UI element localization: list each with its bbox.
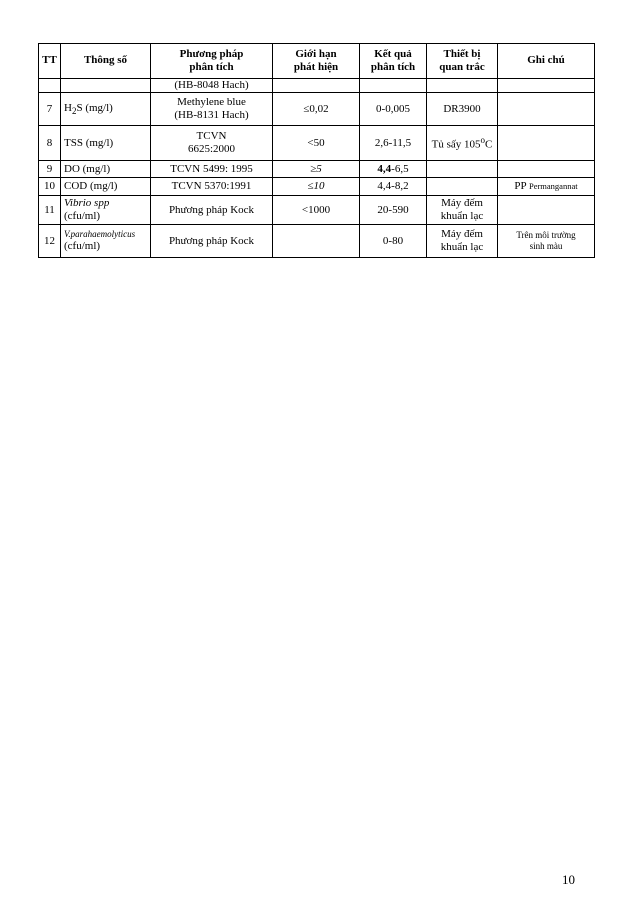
header-device-line1: Thiết bị: [443, 47, 481, 60]
table-row: [39, 196, 595, 225]
cell-param: $H_2S$ (mg/l): [61, 93, 151, 126]
header-device: [427, 44, 498, 79]
header-parameter: Thông số: [61, 44, 151, 79]
header-result-line1: Kết quả: [374, 47, 412, 60]
header-limit-line2: phát hiện: [293, 61, 339, 73]
cell-param: COD (mg/l): [61, 178, 151, 196]
cell-note: [498, 126, 595, 161]
header-limit-line1: Giới hạn: [295, 47, 337, 60]
cell-device: [427, 161, 498, 178]
cell-tt: 11: [39, 196, 61, 225]
cell-note: [498, 79, 595, 93]
cell-device: DR3900: [427, 93, 498, 126]
cell-method: Phương pháp Kock: [151, 196, 273, 225]
cell-method: TCVN 5370:1991: [151, 178, 273, 196]
cell-note: Trên môi trường sinh màu: [498, 225, 595, 258]
cell-device: [427, 178, 498, 196]
cell-device: [427, 79, 498, 93]
cell-device: Tủ sấy 105$^o$C: [427, 126, 498, 161]
cell-note: PP Permangannat: [498, 178, 595, 196]
header-result-line2: phân tích: [370, 61, 416, 73]
cell-result: 4,4-6,5: [360, 161, 427, 178]
cell-method: Phương pháp Kock: [151, 225, 273, 258]
cell-device: Máy đếm khuẩn lạc: [427, 225, 498, 258]
cell-tt: 7: [39, 93, 61, 126]
cell-param: TSS (mg/l): [61, 126, 151, 161]
header-detection-limit: [273, 44, 360, 79]
cell-device: Máy đếm khuẩn lạc: [427, 196, 498, 225]
cell-limit: ≥5: [273, 161, 360, 178]
cell-param: V.parahaemolyticus (cfu/ml): [61, 225, 151, 258]
cell-tt: [39, 79, 61, 93]
cell-limit: [273, 225, 360, 258]
cell-tt: 12: [39, 225, 61, 258]
cell-note: [498, 161, 595, 178]
cell-limit: [273, 79, 360, 93]
header-method-line2: phân tích: [189, 61, 234, 73]
header-method: [151, 44, 273, 79]
cell-result: 20-590: [360, 196, 427, 225]
table-row: [39, 93, 595, 126]
table-header-row: [39, 44, 595, 79]
cell-result: 0-80: [360, 225, 427, 258]
cell-result: 4,4-8,2: [360, 178, 427, 196]
cell-limit: ≤10: [273, 178, 360, 196]
cell-param: DO (mg/l): [61, 161, 151, 178]
cell-param: [61, 79, 151, 93]
table-row-continuation: [39, 79, 595, 93]
page-number: 10: [562, 872, 575, 887]
cell-note: [498, 196, 595, 225]
parameters-table: [38, 43, 595, 258]
cell-tt: 8: [39, 126, 61, 161]
table-row: [39, 126, 595, 161]
cell-tt: 9: [39, 161, 61, 178]
cell-param: Vibrio spp (cfu/ml): [61, 196, 151, 225]
cell-method: Methylene blue (HB-8131 Hach): [151, 93, 273, 126]
cell-limit: <50: [273, 126, 360, 161]
cell-tt: 10: [39, 178, 61, 196]
table-row: [39, 225, 595, 258]
cell-method: TCVN 5499: 1995: [151, 161, 273, 178]
cell-result: 2,6-11,5: [360, 126, 427, 161]
header-device-line2: quan trắc: [439, 61, 485, 73]
cell-result: 0-0,005: [360, 93, 427, 126]
table-row: [39, 178, 595, 196]
header-result: [360, 44, 427, 79]
cell-method: TCVN 6625:2000: [151, 126, 273, 161]
cell-result: [360, 79, 427, 93]
cell-method: (HB-8048 Hach): [151, 79, 273, 93]
cell-limit: <1000: [273, 196, 360, 225]
header-tt: TT: [39, 44, 61, 79]
header-method-line1: Phương pháp: [179, 47, 244, 60]
cell-note: [498, 93, 595, 126]
header-note: Ghi chú: [498, 44, 595, 79]
cell-limit: ≤0,02: [273, 93, 360, 126]
table-row: [39, 161, 595, 178]
